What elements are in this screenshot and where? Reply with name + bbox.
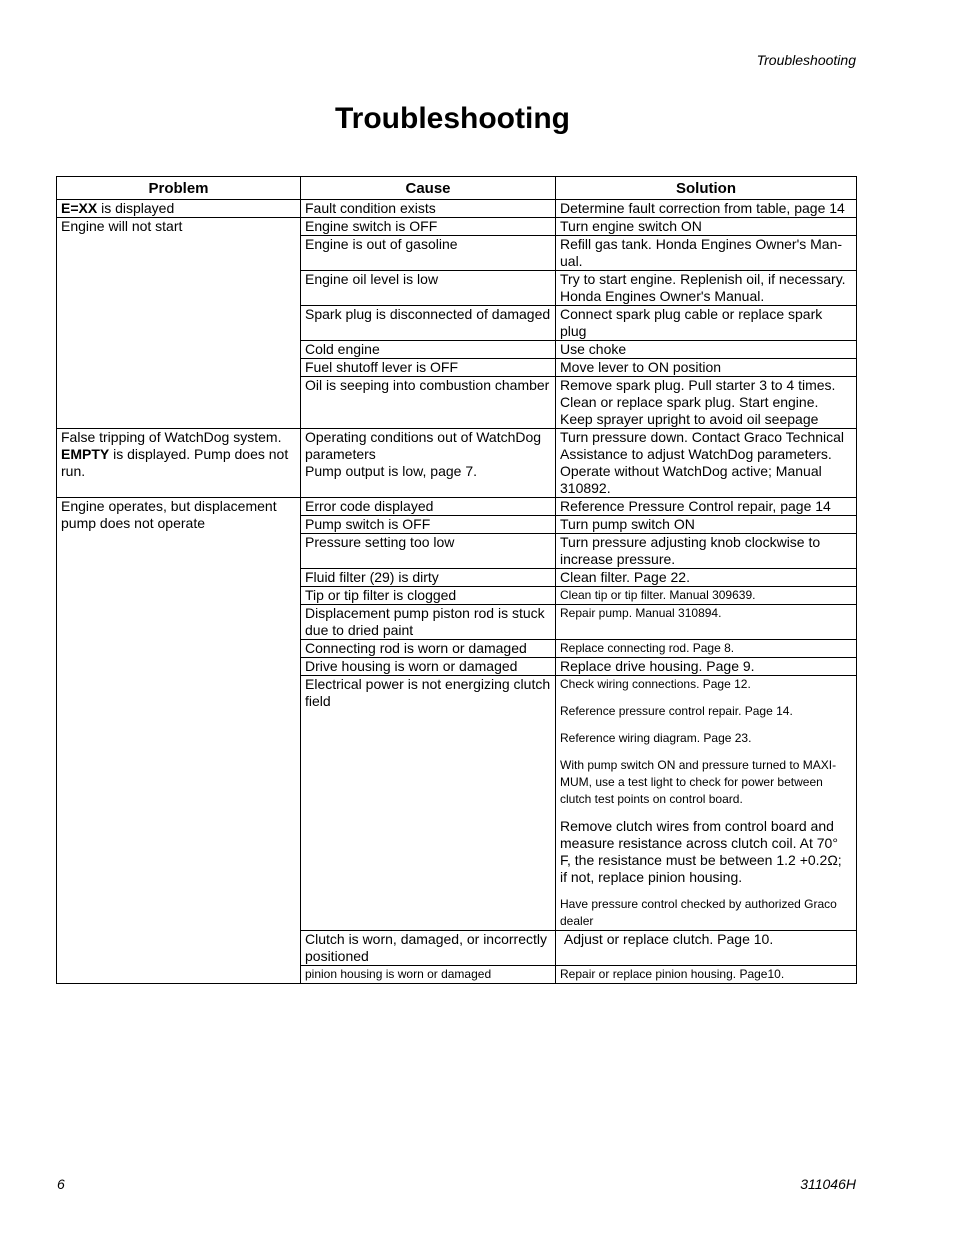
solution-cell: Refill gas tank. Honda Engines Owner's Man-ual. — [556, 236, 857, 271]
solution-cell: Use choke — [556, 341, 857, 359]
solution-cell: Repair or replace pinion housing. Page10. — [556, 966, 857, 984]
cause-cell: Spark plug is disconnected of damaged — [301, 306, 556, 341]
cause-cell: Engine switch is OFF — [301, 218, 556, 236]
solution-cell: Replace drive housing. Page 9. — [556, 658, 857, 676]
cause-cell: Error code displayed — [301, 498, 556, 516]
cause-cell: Connecting rod is worn or damaged — [301, 640, 556, 658]
solution-cell: Remove spark plug. Pull starter 3 to 4 times. Clean or replace spark plug. Start engine. Keep sprayer upright to avoid oil seepage — [556, 377, 857, 429]
cause-cell: Oil is seeping into combustion chamber — [301, 377, 556, 429]
problem-cell: Engine will not start — [57, 218, 301, 429]
solution-cell: Turn engine switch ON — [556, 218, 857, 236]
document-number: 311046H — [800, 1176, 856, 1192]
problem-code: E=XX — [61, 200, 98, 216]
solution-cell: Repair pump. Manual 310894. — [556, 605, 857, 640]
cause-cell: pinion housing is worn or damaged — [301, 966, 556, 984]
cause-cell: Displacement pump piston rod is stuck due to dried paint — [301, 605, 556, 640]
solution-cell: Determine fault correction from table, page 14 — [556, 200, 857, 218]
header-cause: Cause — [301, 177, 556, 200]
solution-text: Check wiring connections. Page 12. — [560, 677, 751, 691]
problem-code: EMPTY — [61, 446, 110, 462]
solution-cell: Move lever to ON position — [556, 359, 857, 377]
solution-text: Remove clutch wires from control board and measure resistance across clutch coil. At 70° F, the resistance must be between 1.2 +0.2Ω; if not, replace pinion housing. — [560, 818, 842, 885]
header-solution: Solution — [556, 177, 857, 200]
running-header: Troubleshooting — [756, 52, 856, 68]
cause-cell: Engine is out of gasoline — [301, 236, 556, 271]
cause-text: Pump output is low, page 7. — [305, 463, 477, 479]
cause-cell — [301, 429, 556, 498]
problem-text: is displayed — [97, 200, 175, 216]
cause-cell: Fluid filter (29) is dirty — [301, 569, 556, 587]
cause-cell: Pump switch is OFF — [301, 516, 556, 534]
solution-cell: Reference Pressure Control repair, page 14 — [556, 498, 857, 516]
solution-cell — [556, 429, 857, 498]
solution-cell: Turn pump switch ON — [556, 516, 857, 534]
problem-cell — [57, 200, 301, 218]
cause-cell: Cold engine — [301, 341, 556, 359]
cause-cell: Engine oil level is low — [301, 271, 556, 306]
troubleshooting-table — [56, 176, 857, 984]
cause-cell: Clutch is worn, damaged, or incorrectly positioned — [301, 931, 556, 966]
cause-text: Operating conditions out of WatchDog parameters — [305, 429, 542, 462]
solution-text: With pump switch ON and pressure turned to MAXI-MUM, use a test light to check for power between clutch test points on control board. — [560, 758, 837, 806]
solution-cell: Replace connecting rod. Page 8. — [556, 640, 857, 658]
table-row — [57, 498, 857, 516]
problem-text: False tripping of WatchDog system. — [61, 429, 282, 445]
table-row — [57, 218, 857, 236]
solution-text: Turn pressure down. Contact Graco Technical Assistance to adjust WatchDog parameters. — [560, 429, 845, 462]
solution-cell: Connect spark plug cable or replace spark plug — [556, 306, 857, 341]
cause-cell: Electrical power is not energizing clutch field — [301, 676, 556, 931]
solution-cell: Turn pressure adjusting knob clockwise to increase pressure. — [556, 534, 857, 569]
table-header-row — [57, 177, 857, 200]
solution-text: Have pressure control checked by authorized Graco dealer — [560, 897, 837, 928]
page-number: 6 — [57, 1176, 65, 1192]
cause-cell: Drive housing is worn or damaged — [301, 658, 556, 676]
problem-text: is displayed. Pump does not run. — [61, 446, 289, 479]
table-row — [57, 429, 857, 498]
problem-cell: Engine operates, but displacement pump does not operate — [57, 498, 301, 984]
solution-text: Reference pressure control repair. Page 14. — [560, 704, 793, 718]
solution-cell: Clean tip or tip filter. Manual 309639. — [556, 587, 857, 605]
solution-cell: Adjust or replace clutch. Page 10. — [556, 931, 857, 966]
problem-cell — [57, 429, 301, 498]
cause-cell: Fault condition exists — [301, 200, 556, 218]
cause-cell: Pressure setting too low — [301, 534, 556, 569]
table-row — [57, 200, 857, 218]
solution-cell: Clean filter. Page 22. — [556, 569, 857, 587]
solution-cell: Try to start engine. Replenish oil, if necessary. Honda Engines Owner's Manual. — [556, 271, 857, 306]
solution-cell — [556, 676, 857, 931]
header-problem: Problem — [57, 177, 301, 200]
solution-text: Operate without WatchDog active; Manual 310892. — [560, 463, 822, 496]
page-title: Troubleshooting — [335, 102, 570, 135]
solution-text: Reference wiring diagram. Page 23. — [560, 731, 752, 745]
cause-cell: Fuel shutoff lever is OFF — [301, 359, 556, 377]
cause-cell: Tip or tip filter is clogged — [301, 587, 556, 605]
